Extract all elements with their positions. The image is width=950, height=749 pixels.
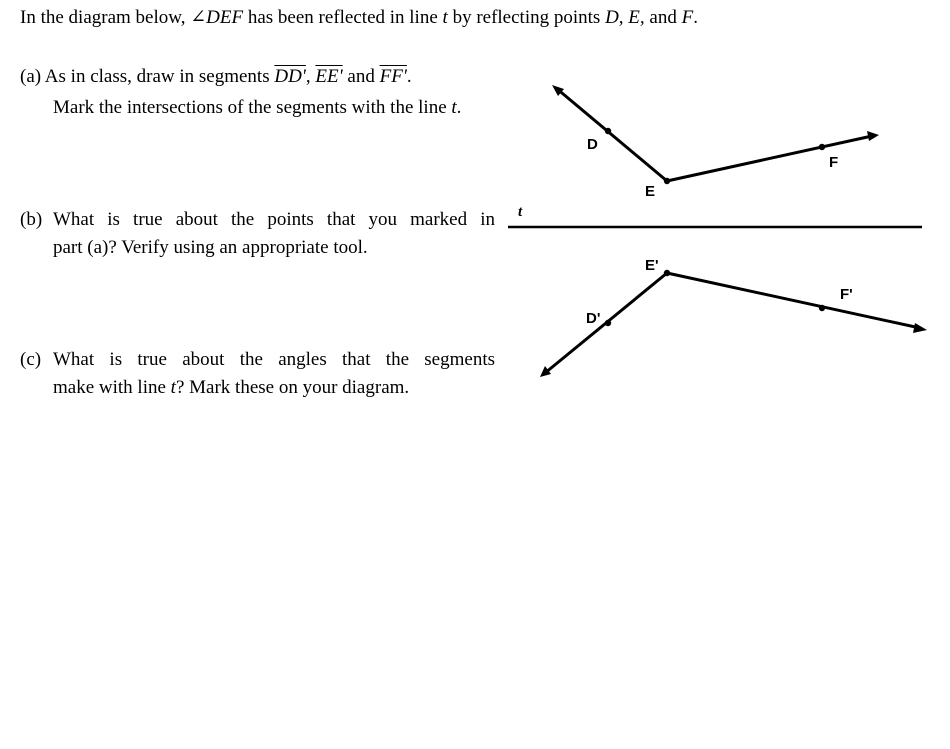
part-b-label: (b) bbox=[20, 209, 43, 230]
segment-dd: DD' bbox=[274, 66, 306, 87]
point-e bbox=[664, 178, 670, 184]
arrowhead-f-prime bbox=[913, 323, 927, 333]
part-a-label: (a) bbox=[20, 66, 42, 87]
point-d-prime bbox=[605, 320, 611, 326]
part-b-line1: What is true about the points that you marked in bbox=[53, 209, 495, 230]
label-t: t bbox=[518, 204, 523, 220]
point-d bbox=[605, 128, 611, 134]
ray-ef bbox=[667, 136, 872, 181]
label-e: E bbox=[645, 183, 656, 200]
ray-ed bbox=[556, 88, 667, 181]
label-e-prime: E' bbox=[645, 257, 659, 274]
segment-ee: EE' bbox=[315, 66, 343, 87]
arrowhead-f bbox=[867, 131, 879, 141]
part-c-line1: What is true about the angles that the segments bbox=[53, 349, 495, 370]
ray-e-prime-f-prime bbox=[667, 273, 920, 328]
segment-ff: FF' bbox=[379, 66, 407, 87]
part-b-line2: part (a)? Verify using an appropriate tool. bbox=[53, 237, 368, 258]
label-d-prime: D' bbox=[586, 310, 601, 327]
angle-def: ∠DEF bbox=[190, 7, 244, 28]
label-d: D bbox=[587, 136, 598, 153]
point-f bbox=[819, 144, 825, 150]
point-e-prime bbox=[664, 270, 670, 276]
intro-text: In the diagram below, ∠DEF has been reflected in line t by reflecting points D, E, and F. bbox=[20, 7, 698, 28]
part-c-label: (c) bbox=[20, 349, 42, 370]
part-c-line2: make with line t? Mark these on your diagram. bbox=[53, 377, 410, 398]
label-f: F bbox=[829, 154, 839, 171]
point-f-prime bbox=[819, 305, 825, 311]
part-a-line1: (a) As in class, draw in segments DD', EE' and FF'. bbox=[20, 66, 412, 87]
label-f-prime: F' bbox=[840, 286, 853, 303]
part-a-line2: Mark the intersections of the segments with the line t. bbox=[53, 97, 462, 118]
